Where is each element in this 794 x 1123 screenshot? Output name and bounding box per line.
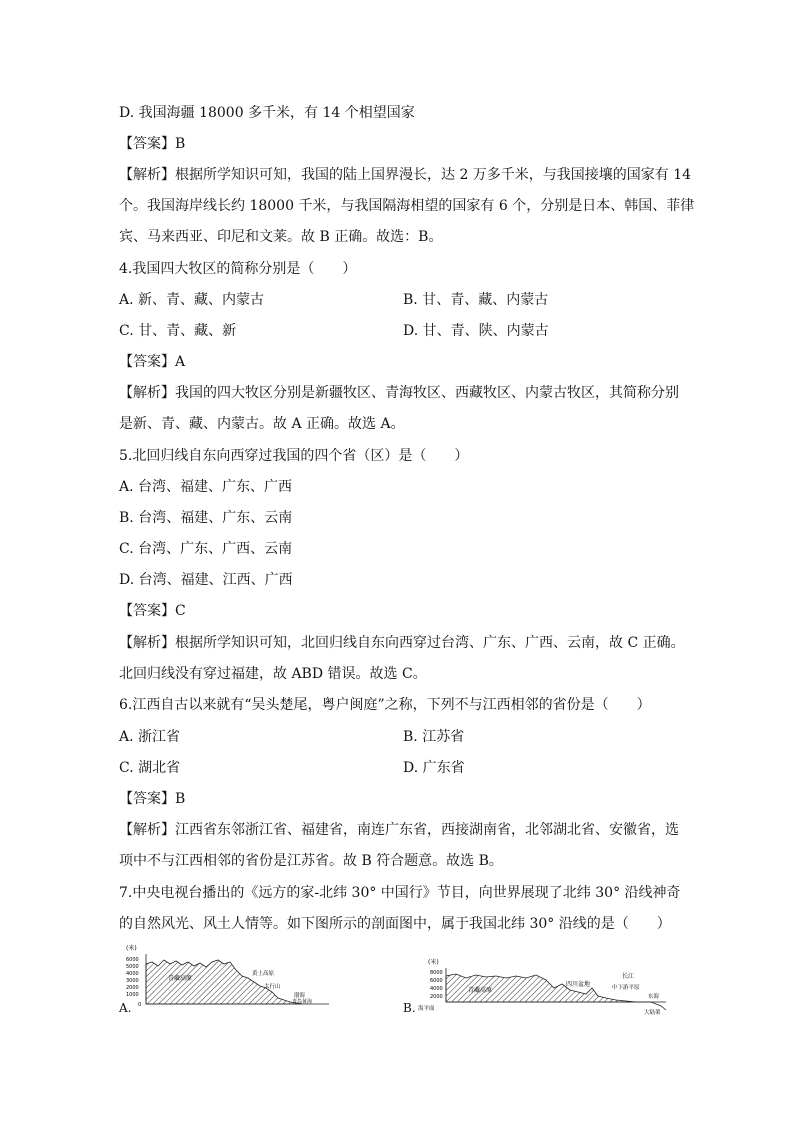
q6-analysis-line-2: 项中不与江西相邻的省份是江苏省。故 B 符合题意。故选 B。 — [119, 853, 503, 869]
figure-b-name: 四川盆地 — [566, 981, 591, 988]
q7-stem-line-1: 7.中央电视台播出的《远方的家-北纬 30° 中国行》节目，向世界展现了北纬 30° 沿线神奇 — [119, 885, 681, 901]
q6-option-d: D. 广东省 — [403, 760, 465, 776]
q4-answer: 【答案】A — [119, 354, 186, 370]
q5-answer: 【答案】C — [119, 603, 186, 619]
figure-b-name: 大陆架 — [644, 1010, 661, 1016]
figure-b-name: 青藏高原 — [468, 987, 493, 994]
q6-option-c: C. 湖北省 — [119, 760, 181, 776]
q5-stem: 5.北回归线自东向西穿过我国的四个省（区）是（ ） — [119, 448, 469, 464]
q6-option-a: A. 浙江省 — [119, 729, 181, 745]
figure-a-ytick: 1000 — [126, 992, 139, 998]
q3-analysis-line-2: 个。我国海岸线长约 18000 千米，与我国隔海相望的国家有 6 个，分别是日本、韩国、菲律 — [119, 198, 695, 214]
figure-b-unit: (米) — [428, 959, 439, 966]
figure-b-name: 长江 — [622, 973, 635, 980]
figure-b-profile — [416, 958, 671, 1016]
figure-b-ytick: 4000 — [430, 986, 443, 992]
q4-option-d: D. 甘、青、陕、内蒙古 — [403, 323, 549, 339]
figure-a-profile — [124, 942, 334, 1014]
q6-analysis-line-1: 【解析】江西省东邻浙江省、福建省，南连广东省，西接湖南省，北邻湖北省、安徽省，选 — [119, 822, 679, 838]
q3-option-d: D. 我国海疆 18000 多千米，有 14 个相望国家 — [119, 105, 415, 121]
q4-option-c: C. 甘、青、藏、新 — [119, 323, 237, 339]
q3-answer: 【答案】B — [119, 136, 186, 152]
figure-a-ytick: 4000 — [126, 971, 139, 977]
q6-answer: 【答案】B — [119, 791, 186, 807]
figure-a-name: 太行山 — [264, 984, 281, 990]
q5-option-a: A. 台湾、福建、广东、广西 — [119, 479, 293, 495]
q5-analysis-line-1: 【解析】根据所学知识可知，北回归线自东向西穿过台湾、广东、广西、云南，故 C 正确。 — [119, 635, 685, 651]
q3-analysis-line-3: 宾、马来西亚、印尼和文莱。故 B 正确。故选：B。 — [119, 229, 443, 245]
q3-analysis-line-1: 【解析】根据所学知识可知，我国的陆上国界漫长，达 2 万多千米，与我国接壤的国家有 14 — [119, 167, 692, 183]
figure-a-name: 渤海 — [294, 993, 306, 999]
q5-analysis-line-2: 北回归线没有穿过福建，故 ABD 错误。故选 C。 — [119, 666, 427, 682]
figure-b-name: 中下游平原 — [612, 985, 640, 991]
q5-option-d: D. 台湾、福建、江西、广西 — [119, 572, 293, 588]
figure-a-ytick: 6000 — [126, 957, 139, 963]
figure-a-ytick: 0 — [138, 1002, 142, 1008]
figure-b-ytick: 8000 — [430, 970, 443, 976]
q4-option-a: A. 新、青、藏、内蒙古 — [119, 292, 265, 308]
figure-b-ytick: 2000 — [430, 994, 443, 1000]
q5-option-b: B. 台湾、福建、广东、云南 — [119, 510, 293, 526]
q7-stem-line-2: 的自然风光、风土人情等。如下图所示的剖面图中，属于我国北纬 30° 沿线的是（ ） — [119, 916, 671, 932]
figure-a-name: 黄土高原 — [252, 971, 275, 977]
figure-a-ytick: 3000 — [126, 978, 139, 984]
q5-option-c: C. 台湾、广东、广西、云南 — [119, 541, 293, 557]
q4-stem: 4.我国四大牧区的简称分别是（ ） — [119, 261, 357, 277]
figure-b-ytick: 6000 — [430, 978, 443, 984]
figure-a-unit: (米) — [126, 945, 137, 952]
figure-a-name: 青岛黄海 — [292, 999, 313, 1005]
figure-a-label: A. — [119, 1001, 132, 1015]
figure-b-shelf-line — [636, 1002, 666, 1010]
figure-b-label: B. — [403, 1001, 416, 1015]
figure-a-ytick: 2000 — [126, 985, 139, 991]
q6-stem: 6.江西自古以来就有“吴头楚尾，粤户闽庭”之称，下列不与江西相邻的省份是（ ） — [119, 697, 651, 713]
figure-a-terrain — [146, 960, 302, 1004]
q4-option-b: B. 甘、青、藏、内蒙古 — [403, 292, 549, 308]
figure-b-name: 海平面 — [418, 1006, 435, 1012]
q4-analysis-line-2: 是新、青、藏、内蒙古。故 A 正确。故选 A。 — [119, 416, 405, 432]
figure-b-name: 东海 — [648, 994, 660, 1000]
q4-analysis-line-1: 【解析】我国的四大牧区分别是新疆牧区、青海牧区、西藏牧区、内蒙古牧区，其简称分别 — [119, 385, 679, 401]
figure-a-ytick: 5000 — [126, 964, 139, 970]
figure-a-name: 青藏高原 — [168, 975, 193, 982]
q6-option-b: B. 江苏省 — [403, 729, 465, 745]
